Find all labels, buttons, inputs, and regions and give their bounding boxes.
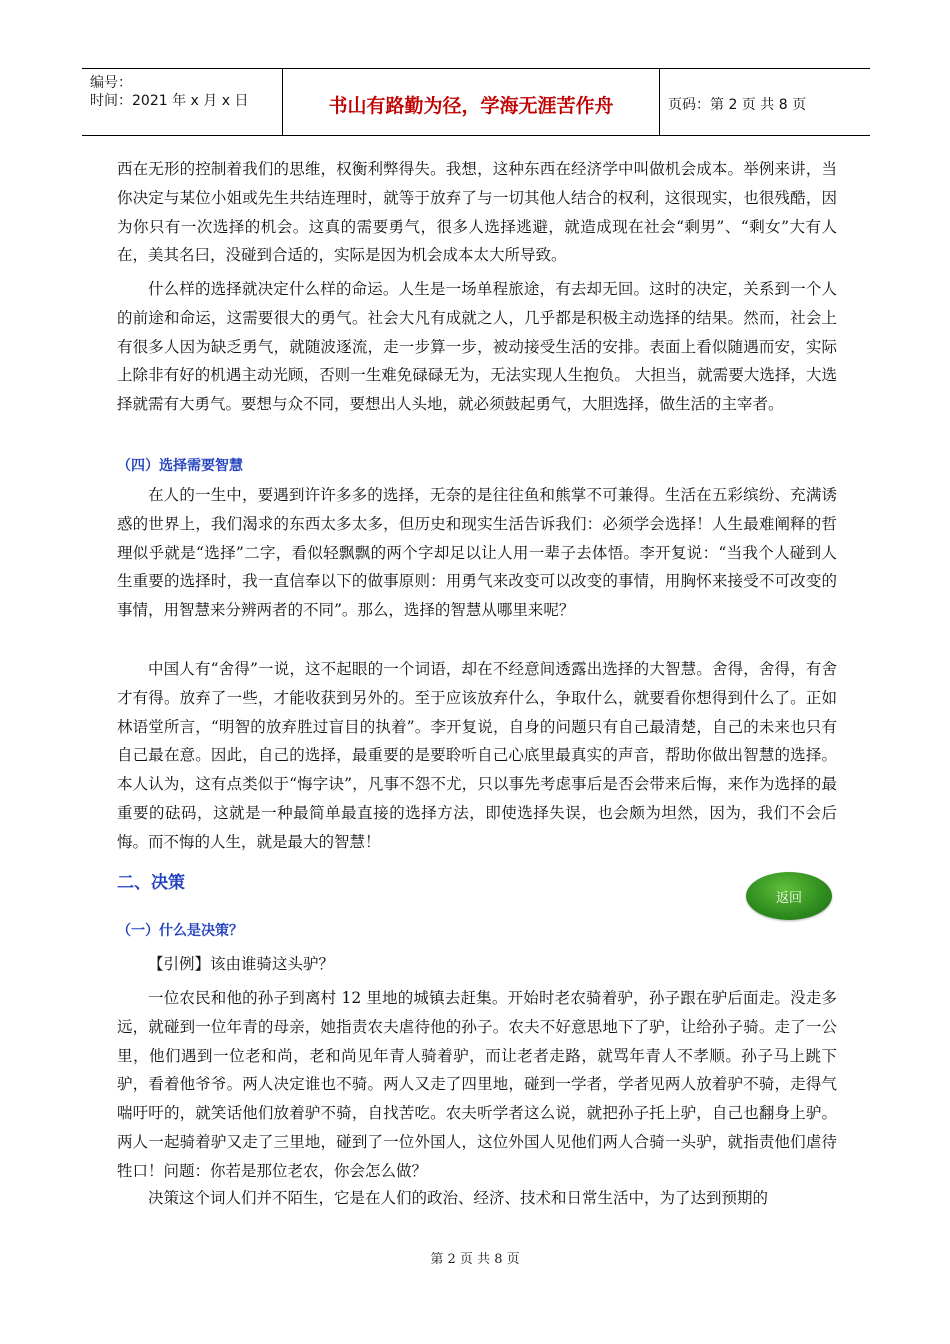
page-footer: 第 2 页 共 8 页 (430, 1252, 520, 1267)
date-label: 时间：2021 年 x 月 x 日 (90, 93, 249, 109)
paragraph-example-title: 【引例】该由谁骑这头驴？ (148, 955, 335, 973)
paragraph-shede: 中国人有“舍得”一说，这不起眼的一个词语，却在不经意间透露出选择的大智慧。舍得，舍得，有舍才有得。放弃了一些，才能收获到另外的。至于应该放弃什么，争取什么，就要看你想得到什么了。正如林语堂所言，“明智的放弃胜过盲目的执着”。李开复说，自身的问题只有自己最清楚，自己的未来也只有自己最在意。因此，自己的选择，最重要的是要聆听自己心底里最真实的声音，帮助你做出智慧的选择。本人认为，这有点类似于“悔字诀”，凡事不怨不尤，只以事先考虑事后是否会带来后悔，来作为选择的最重要的砝码，这就是一种最简单最直接的选择方法，即使选择失误，也会颇为坦然，因为，我们不会后悔。而不悔的人生，就是最大的智慧！ (117, 660, 837, 851)
heading-decision: 二、决策 (117, 873, 185, 893)
paragraph-opportunity-cost: 西在无形的控制着我们的思维，权衡利弊得失。我想，这种东西在经济学中叫做机会成本。举例来讲，当你决定与某位小姐或先生共结连理时，就等于放弃了与一切其他人结合的权利，这很现实，也很残酷，因为你只有一次选择的机会。这真的需要勇气，很多人选择逃避，就造成现在社会“剩男”、“剩女”大有人在，美其名曰，没碰到合适的，实际是因为机会成本太大所导致。 (117, 160, 837, 265)
number-label: 编号： (90, 75, 132, 91)
header-page-cell (660, 69, 870, 135)
motto-text: 书山有路勤为径，学海无涯苦作舟 (328, 95, 614, 117)
header-motto-cell (283, 69, 660, 135)
heading-choice-wisdom: （四）选择需要智慧 (117, 458, 243, 474)
header-table (82, 68, 870, 136)
header-meta-cell (82, 69, 283, 135)
paragraph-choice-destiny: 什么样的选择就决定什么样的命运。人生是一场单程旅途，有去却无回。这时的决定，关系到一个人的前途和命运，这需要很大的勇气。社会大凡有成就之人，几乎都是积极主动选择的结果。然而，社会上有很多人因为缺乏勇气，就随波逐流，走一步算一步，被动接受生活的安排。表面上看似随遇而安，实际上除非有好的机遇主动光顾，否则一生难免碌碌无为，无法实现人生抱负。 大担当，就需要大选择，大选择就需有大勇气。要想与众不同，要想出人头地，就必须鼓起勇气，大胆选择，做生活的主宰者。 (117, 280, 837, 414)
heading-what-is-decision: （一）什么是决策？ (117, 923, 243, 939)
paragraph-donkey-story: 一位农民和他的孙子到离村 12 里地的城镇去赶集。开始时老农骑着驴，孙子跟在驴后面走。没走多远，就碰到一位年青的母亲，她指责农夫虐待他的孙子。农夫不好意思地下了驴，让给孙子骑。走了一公里，他们遇到一位老和尚，老和尚见年青人骑着驴，而让老者走路，就骂年青人不孝顺。孙子马上跳下驴，看着他爷爷。两人决定谁也不骑。两人又走了四里地，碰到一学者，学者见两人放着驴不骑，走得气喘吁吁的，就笑话他们放着驴不骑，自找苦吃。农夫听学者这么说，就把孙子托上驴，自己也翻身上驴。两人一起骑着驴又走了三里地，碰到了一位外国人，这位外国人见他们两人合骑一头驴，就指责他们虐待牲口！问题：你若是那位老农，你会怎么做？ (117, 989, 837, 1180)
paragraph-choice-many: 在人的一生中，要遇到许许多多的选择，无奈的是往往鱼和熊掌不可兼得。生活在五彩缤纷、充满诱惑的世界上，我们渴求的东西太多太多，但历史和现实生活告诉我们：必须学会选择！人生最难阐释的哲理似乎就是“选择”二字，看似轻飘飘的两个字却足以让人用一辈子去体悟。李开复说：“当我个人碰到人生重要的选择时，我一直信奉以下的做事原则：用勇气来改变可以改变的事情，用胸怀来接受不可改变的事情，用智慧来分辨两者的不同”。那么，选择的智慧从哪里来呢？ (117, 486, 837, 620)
paragraph-decision-intro: 决策这个词人们并不陌生，它是在人们的政治、经济、技术和日常生活中，为了达到预期的 (148, 1189, 769, 1207)
page-info: 页码：第 2 页 共 8 页 (668, 97, 807, 113)
back-button[interactable]: 返回 (746, 872, 832, 920)
